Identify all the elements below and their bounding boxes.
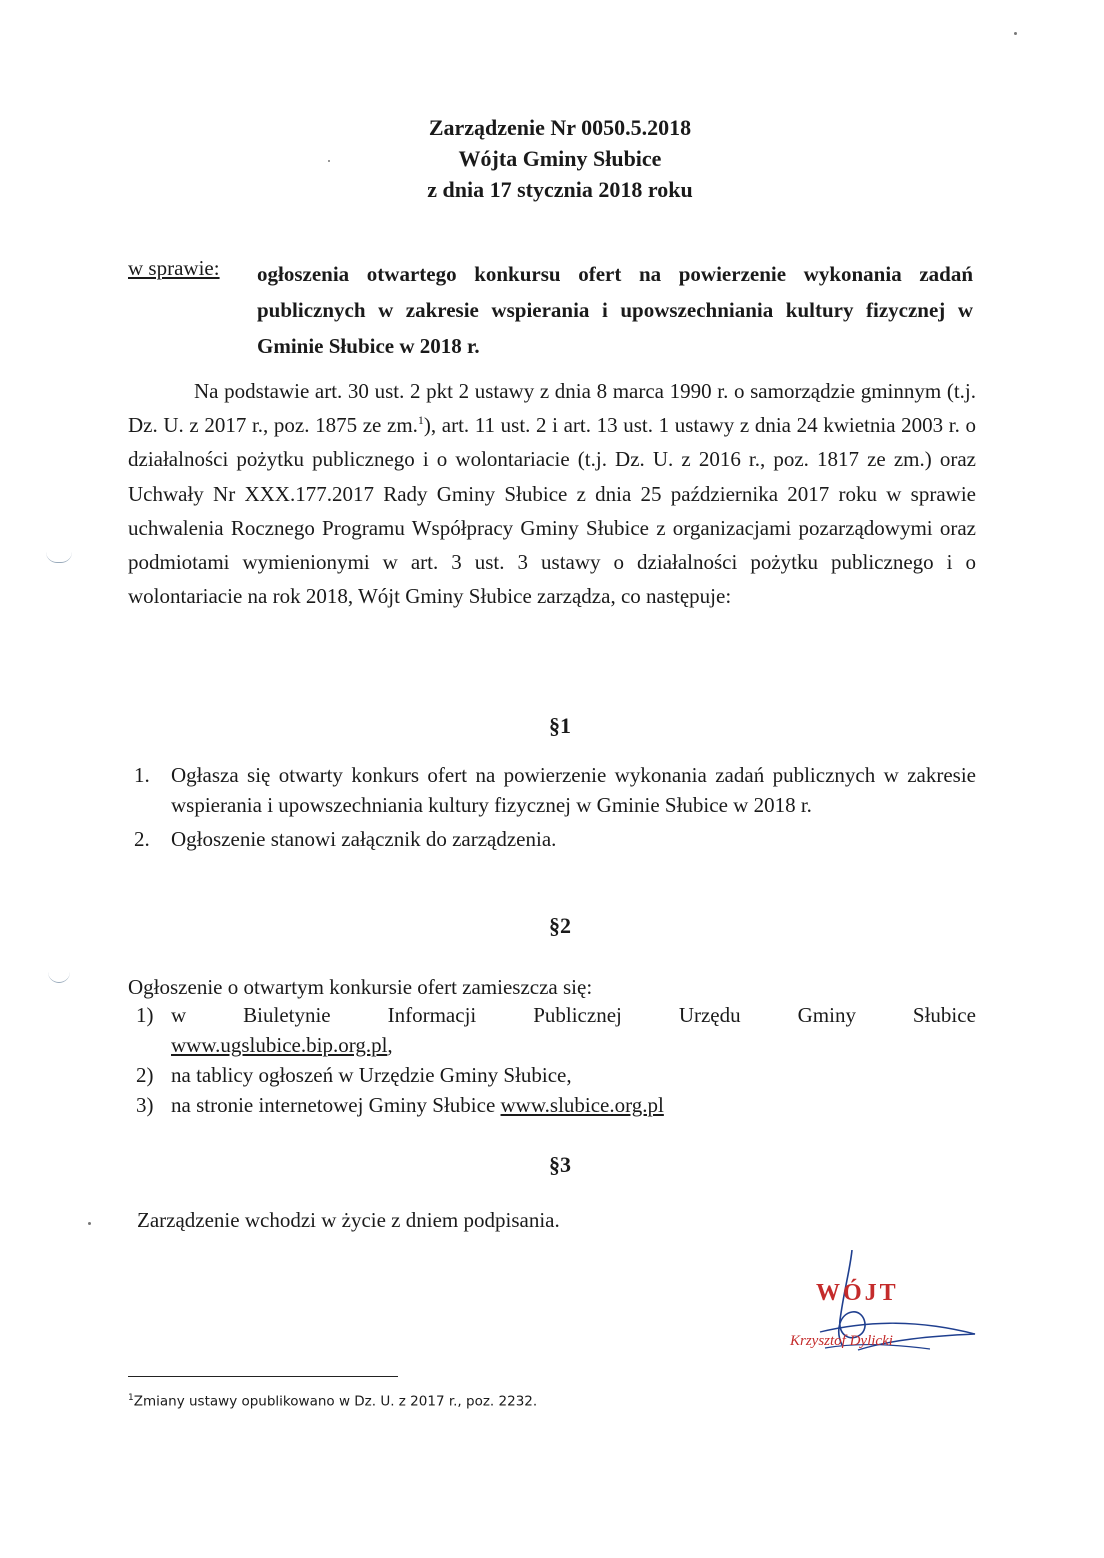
section-1-heading: §1 bbox=[549, 713, 571, 738]
list-item-text: Ogłoszenie stanowi załącznik do zarządzenia. bbox=[171, 827, 557, 851]
list-item-text: Ogłasza się otwarty konkurs ofert na powierzenie wykonania zadań publicznych w zakresie wspierania i upowszechniania kultury fizycznej w Gminie Słubice w 2018 r. bbox=[171, 763, 976, 817]
scan-mark bbox=[48, 972, 70, 983]
bip-link[interactable]: www.ugslubice.bip.org.pl bbox=[171, 1033, 388, 1057]
footnote bbox=[128, 1393, 537, 1410]
preamble-part2: ), art. 11 ust. 2 i art. 13 ust. 1 ustawy z dnia 24 kwietnia 2003 r. o działalności pożytku publicznego i o wolontariacie (t.j. Dz. U. z 2016 r., poz. 1817 ze zm.) oraz Uchwały Nr XXX.177.2017 Rady Gminy Słubice z dnia 25 października 2017 roku w sprawie uchwalenia Rocznego Programu Współpracy Gminy Słubice z organizacjami pozarządowymi oraz podmiotami wymienionymi w art. 3 ust. 3 ustawy o działalności pożytku publicznego i o wolontariacie na rok 2018, Wójt Gminy Słubice zarządza, co następuje: bbox=[128, 413, 976, 609]
list-item-number: 1. bbox=[134, 763, 150, 787]
footnote-mark: 1 bbox=[128, 1393, 134, 1403]
preamble-paragraph bbox=[128, 374, 976, 613]
section-3-heading: §3 bbox=[549, 1152, 571, 1177]
scan-speck bbox=[1014, 32, 1017, 35]
word: Słubice bbox=[912, 1003, 976, 1027]
list-item-text: na stronie internetowej Gminy Słubice bbox=[171, 1093, 501, 1117]
list-item-number: 2. bbox=[134, 827, 150, 851]
footnote-text: Zmiany ustawy opublikowano w Dz. U. z 2017 r., poz. 2232. bbox=[133, 1393, 538, 1410]
scan-speck bbox=[328, 160, 330, 162]
document-title: Zarządzenie Nr 0050.5.2018 bbox=[428, 115, 692, 140]
word: Publicznej bbox=[533, 1003, 622, 1027]
list-item bbox=[128, 760, 976, 820]
list-item-number: 3) bbox=[136, 1093, 154, 1117]
document-issuer: Wójta Gminy Słubice bbox=[458, 146, 662, 171]
word: w bbox=[171, 1003, 187, 1027]
list-item bbox=[128, 1060, 976, 1090]
stamp-name: Krzysztof Dylicki bbox=[790, 1333, 893, 1349]
link-suffix: , bbox=[387, 1033, 393, 1057]
list-item-number: 2) bbox=[136, 1063, 154, 1087]
closing-text: Zarządzenie wchodzi w życie z dniem podpisania. bbox=[137, 1208, 560, 1232]
word: Biuletynie bbox=[243, 1003, 331, 1027]
word: Informacji bbox=[387, 1003, 477, 1027]
section-2-intro: Ogłoszenie o otwartym konkursie ofert zamieszcza się: bbox=[128, 975, 593, 999]
section-1-list bbox=[128, 760, 976, 854]
word: Urzędu bbox=[678, 1003, 741, 1027]
section-2-list bbox=[128, 1000, 976, 1120]
subject-text: ogłoszenia otwartego konkursu ofert na powierzenie wykonania zadań publicznych w zakresie wspierania i upowszechniania kultury fizycznej w Gminie Słubice w 2018 r. bbox=[257, 262, 973, 358]
subject-label: w sprawie: bbox=[128, 256, 220, 280]
list-item bbox=[128, 824, 976, 854]
list-item-text bbox=[171, 1000, 976, 1030]
list-item bbox=[128, 1000, 976, 1060]
preamble-part1: Na podstawie art. 30 ust. 2 pkt 2 ustawy z dnia 8 marca 1990 r. o samorządzie gminnym (t.j. Dz. U. z 2017 r., poz. 1875 ze zm. bbox=[128, 379, 976, 438]
website-link[interactable]: www.slubice.org.pl bbox=[500, 1093, 664, 1117]
footnote-reference: 1 bbox=[417, 413, 424, 428]
section-2-heading: §2 bbox=[549, 913, 571, 938]
document-date: z dnia 17 stycznia 2018 roku bbox=[427, 177, 693, 202]
list-item bbox=[128, 1090, 976, 1120]
scan-mark bbox=[46, 552, 72, 563]
footnote-divider bbox=[128, 1376, 398, 1377]
stamp-title: WÓJT bbox=[816, 1280, 899, 1306]
scan-speck bbox=[88, 1222, 91, 1225]
word: Gminy bbox=[797, 1003, 856, 1027]
list-item-text: na tablicy ogłoszeń w Urzędzie Gminy Słubice, bbox=[171, 1063, 572, 1087]
list-item-number: 1) bbox=[136, 1003, 154, 1027]
